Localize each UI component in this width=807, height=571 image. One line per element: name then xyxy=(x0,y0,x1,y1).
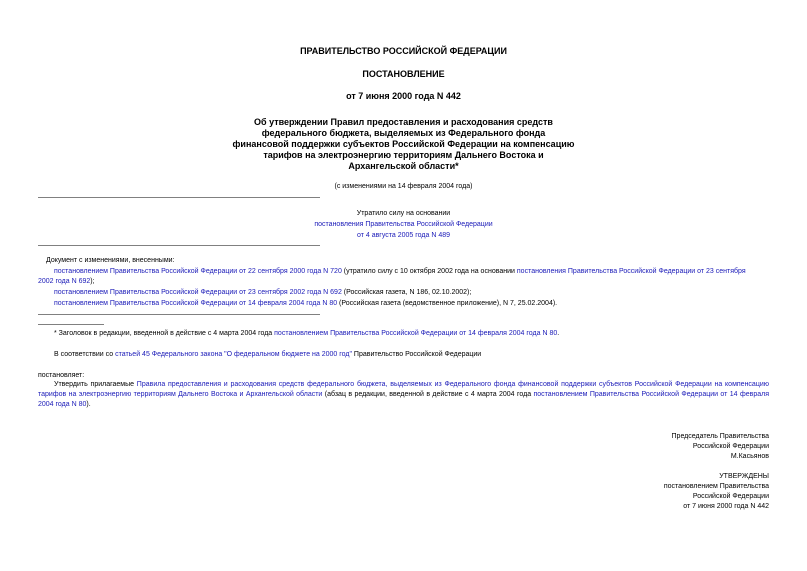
expired-link-date[interactable]: от 4 августа 2005 года N 489 xyxy=(356,232,451,239)
amendment-text: (Российская газета, N 186, 02.10.2002); xyxy=(341,289,472,296)
law-link[interactable]: статьей 45 Федерального закона "О федеральном бюджете на 2000 год" xyxy=(115,351,352,358)
signature-name: М.Касьянов xyxy=(730,453,769,460)
expired-note: Утратило силу на основании xyxy=(356,210,451,217)
title-line: тарифов на электроэнергию территориям Дальнего Востока и xyxy=(263,150,544,160)
resolves: постановляет: xyxy=(38,372,85,379)
approve-paragraph xyxy=(38,380,769,410)
amendment-link[interactable]: постановлением Правительства Российской Федерации от 14 февраля 2004 года N 80 xyxy=(54,300,338,307)
amendments-intro: Документ с изменениями, внесенными: xyxy=(46,257,175,264)
preamble-end: Правительство Российской Федерации xyxy=(351,351,482,358)
amendment-link[interactable]: постановлением Правительства Российской Федерации от 14 февраля 2004 года N 80 xyxy=(38,391,769,408)
amendment-link[interactable]: постановлением Правительства Российской Федерации от 22 сентября 2000 года N 720 xyxy=(54,268,342,275)
divider xyxy=(38,245,320,246)
amendment-text: ); xyxy=(90,278,95,285)
title-line: Об утверждении Правил предоставления и расходования средств xyxy=(254,117,553,127)
preamble xyxy=(54,350,481,360)
title-line: федерального бюджета, выделяемых из Федерального фонда xyxy=(261,128,546,138)
amendment-item xyxy=(38,267,769,287)
rules-link[interactable]: Правила предоставления и расходования средств федерального бюджета, выделяемых из Федерального фонда финансовой поддержки субъектов Российской Федерации на компенсацию тарифов на электроэнергию территориям Дальнего Востока и Архангельской области xyxy=(38,381,769,398)
signature-block xyxy=(672,432,769,462)
title-line: финансовой поддержки субъектов Российской Федерации на компенсацию xyxy=(232,139,575,149)
approve-mid: (абзац в редакции, введенной в действие с 4 марта 2004 года xyxy=(322,391,534,398)
footnote xyxy=(54,329,559,339)
divider xyxy=(38,197,320,198)
expired-link[interactable]: постановления Правительства Российской Федерации xyxy=(314,221,493,228)
approved-date: от 7 июня 2000 года N 442 xyxy=(683,503,769,510)
amended-note: (с изменениями на 14 февраля 2004 года) xyxy=(334,183,473,190)
amendment-link[interactable]: постановления Правительства Российской Федерации от 23 сентября xyxy=(516,268,746,275)
approved-heading: УТВЕРЖДЕНЫ xyxy=(719,473,769,480)
footnote-divider xyxy=(38,324,104,325)
approved-line: постановлением Правительства xyxy=(663,483,769,490)
footnote-link[interactable]: постановлением Правительства Российской Федерации от 14 февраля 2004 года N 80 xyxy=(274,330,558,337)
amendment-text: (Российская газета (ведомственное приложение), N 7, 25.02.2004). xyxy=(337,300,558,307)
amendment-link[interactable]: 2002 года N 692 xyxy=(38,278,91,285)
document-type: ПОСТАНОВЛЕНИЕ xyxy=(362,69,445,79)
government-heading: ПРАВИТЕЛЬСТВО РОССИЙСКОЙ ФЕДЕРАЦИИ xyxy=(300,46,507,56)
signature-title: Председатель Правительства xyxy=(671,433,769,440)
approve-text: Утвердить прилагаемые xyxy=(54,381,137,388)
approve-end: ). xyxy=(86,401,91,408)
approved-block xyxy=(664,472,769,512)
amendment-item xyxy=(54,299,557,309)
footnote-text: * Заголовок в редакции, введенной в действие с 4 марта 2004 года xyxy=(54,330,275,337)
signature-country: Российской Федерации xyxy=(692,443,769,450)
footnote-end: . xyxy=(557,330,560,337)
approved-line: Российской Федерации xyxy=(692,493,769,500)
amendment-text: (утратило силу с 10 октября 2002 года на основании xyxy=(341,268,517,275)
title-line: Архангельской области* xyxy=(348,161,459,171)
amendment-link[interactable]: постановлением Правительства Российской Федерации от 23 сентября 2002 года N 692 xyxy=(54,289,342,296)
document-date: от 7 июня 2000 года N 442 xyxy=(346,91,461,101)
amendment-item xyxy=(54,288,471,298)
divider xyxy=(38,314,320,315)
preamble-text: В соответствии со xyxy=(54,351,116,358)
